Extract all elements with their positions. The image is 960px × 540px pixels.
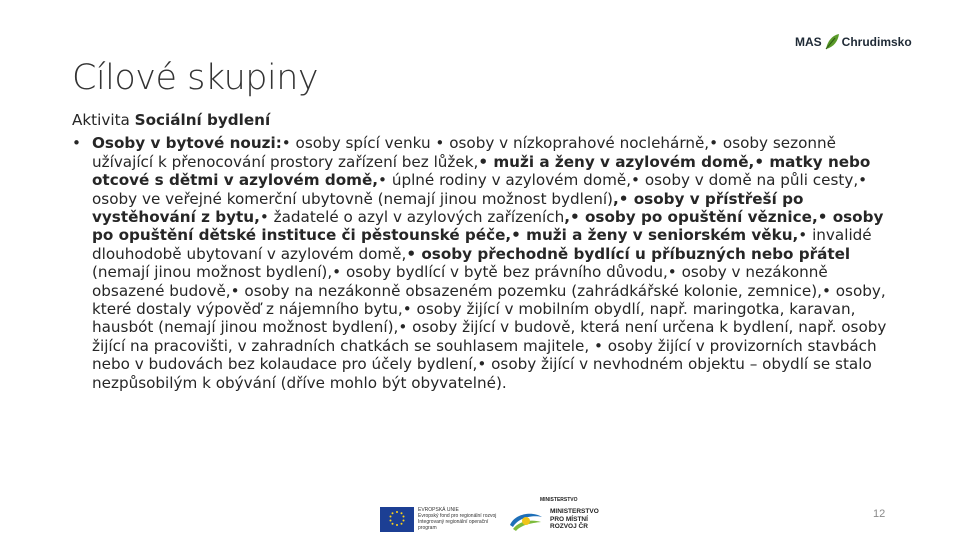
target-group-bullet bbox=[72, 134, 892, 392]
bullet-text bbox=[92, 134, 886, 391]
bullet-segment: ,• osoby v přístřeší po vystěhování z bytu, bbox=[92, 189, 804, 227]
ministry-logo-icon bbox=[507, 507, 545, 533]
logo-mas-text: MAS bbox=[795, 35, 822, 49]
bullet-segment: • úplné rodiny v azylovém domě,• osoby v domě na půli cesty,• osoby ve veřejné komerční ubytovně (nemají jinou možnost bydlení) bbox=[92, 171, 868, 208]
activity-line bbox=[72, 111, 892, 129]
bullet-segment: • muži a ženy v azylovém domě,• matky nebo otcové s dětmi v azylovém domě, bbox=[92, 152, 871, 190]
footer-logos bbox=[372, 497, 632, 540]
bullet-segment: • osoby přechodně bydlící u příbuzných nebo přátel bbox=[406, 244, 851, 263]
page-number: 12 bbox=[873, 508, 886, 520]
bullet-segment: (nemají jinou možnost bydlení),• osoby bydlící v bytě bez právního důvodu,• osoby v nezákonně obsazené budově,• osoby na nezákonně obsazeném pozemku (zahrádkářské kolonie, zemnice),• osoby, které dostaly výpověď z nájemního bytu,• osoby žijící v mobilním obydlí, např. maringotka, karavan, hausbót (nemají jinou možnost bydlení),• osoby žijící v budově, která není určena k bydlení, např. osoby žijící na pracovišti, v zahradních chatkách se souhlasem majitele, • osoby žijící v provizorních stavbách nebo v budovách bez kolaudace pro účely bydlení,• osoby žijící v nevhodném objektu – obydlí se stalo nezpůsobilým k obývání (dříve mohlo být obyvatelné). bbox=[92, 263, 887, 392]
mas-chrudimsko-logo bbox=[795, 33, 912, 51]
ministry-text: MINISTERSTVO PRO MÍSTNÍ ROZVOJ ČR bbox=[550, 508, 599, 530]
bullet-segment: • žadatelé o azyl v azylových zařízeních bbox=[259, 208, 565, 227]
activity-prefix: Aktivita bbox=[72, 111, 135, 129]
bullet-segment: ,• osoby po opuštění věznice,• osoby po opuštění dětské instituce či pěstounské péče,• muži a ženy v seniorském věku, bbox=[92, 208, 884, 245]
ministry-top-text: MINISTERSTVO bbox=[540, 497, 578, 503]
content-body bbox=[72, 111, 892, 392]
bullet-segment: Osoby v bytové nouzi: bbox=[92, 134, 282, 153]
bullet-segment: • invalidé dlouhodobě ubytovaní v azylovém domě, bbox=[92, 226, 872, 263]
bullet-symbol: • bbox=[72, 134, 81, 153]
bullet-segment: • osoby spící venku • osoby v nízkoprahové noclehárně,• osoby sezonně užívající k přenocování prostory zařízení bez lůžek, bbox=[92, 134, 836, 171]
eu-flag-icon bbox=[380, 507, 414, 532]
logo-chrudimsko-text: Chrudimsko bbox=[841, 35, 912, 49]
eu-text: EVROPSKÁ UNIE Evropský fond pro regionální rozvoj Integrovaný regionální operační program bbox=[418, 507, 497, 531]
page-title: Cílové skupiny bbox=[72, 58, 319, 98]
activity-name: Sociální bydlení bbox=[134, 111, 271, 129]
leaf-icon bbox=[824, 33, 840, 51]
